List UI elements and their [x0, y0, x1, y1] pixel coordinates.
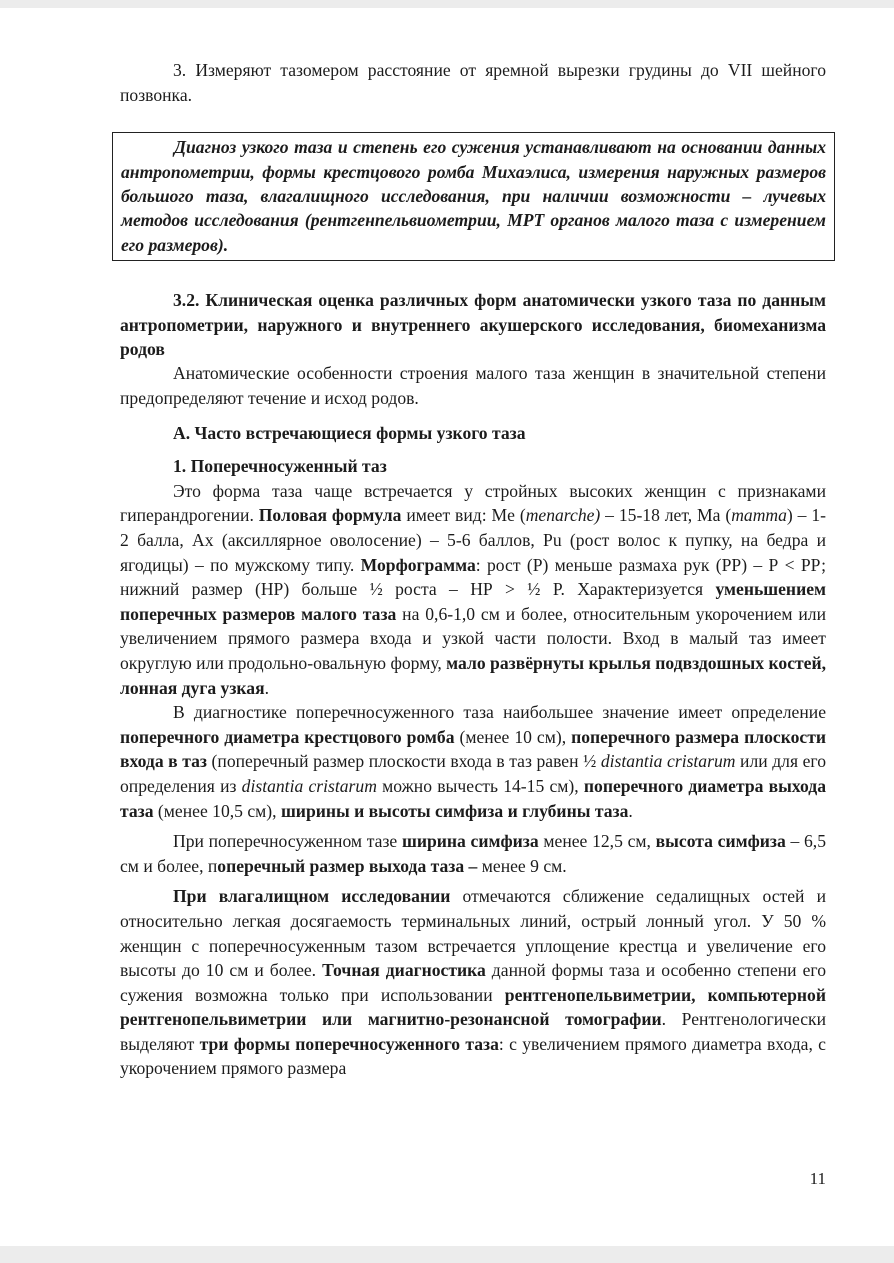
subheading-1: 1. Поперечносуженный таз	[173, 456, 387, 477]
diagnosis-callout-box	[112, 132, 835, 261]
description-paragraph: Это форма таза чаще встречается у стройных высоких женщин с признаками гиперандрогении. Половая формула имеет вид: Me (menarche) – 15-18 лет, Ma (mamma) – 1-2 балла, Ax (аксиллярное оволосение) – 5-6 баллов, Pu (рост волос к пупку, на бедра и ягодицы) – по мужскому типу. Морфограмма: рост (Р) меньше размаха рук (РР) – Р < РР; нижний размер (НР) больше ½ роста – НР > ½ Р. Характеризуется уменьшением поперечных размеров малого таза на 0,6-1,0 см и более, относительным укорочением или увеличением прямого размера входа и узкой части полости. Вход в малый таз имеет округлую или продольно-овальную форму, мало развёрнуты крылья подвздошных костей, лонная дуга узкая.	[120, 480, 827, 698]
paragraph-item-3: 3. Измеряют тазомером расстояние от яремной вырезки грудины до VII шейного позвонка.	[120, 60, 826, 105]
subheading-a: А. Часто встречающиеся формы узкого таза	[173, 422, 526, 443]
scan-edge-bottom	[0, 1246, 894, 1263]
diagnostics-paragraph: В диагностике поперечносуженного таза наибольшее значение имеет определение поперечного диаметра крестцового ромба (менее 10 см), поперечного размера плоскости входа в таз (поперечный размер плоскости входа в таз равен ½ distantia cristarum или для его определения из distantia cristarum можно вычесть 14-15 см), поперечного диаметра выхода таза (менее 10,5 см), ширины и высоты симфиза и глубины таза.	[120, 702, 827, 821]
intro-paragraph: Анатомические особенности строения малого таза женщин в значительной степени предопределяют течение и исход родов.	[120, 363, 826, 409]
scan-edge-top	[0, 0, 894, 8]
document-page	[120, 58, 826, 1081]
callout-text: Диагноз узкого таза и степень его сужения устанавливают на основании данных антропометрии, формы крестцового ромба Михаэлиса, измерения наружных размеров большого таза, влагалищного исследования, при наличии возможности – лучевых методов исследования (рентгенпельвиометрии, МРТ органов малого таза с измерением его размеров).	[121, 137, 826, 255]
symphysis-paragraph: При поперечносуженном тазе ширина симфиза менее 12,5 см, высота симфиза – 6,5 см и более, поперечный размер выхода таза – менее 9 см.	[120, 831, 826, 876]
vaginal-exam-paragraph: При влагалищном исследовании отмечаются сближение седалищных остей и относительно легкая досягаемость терминальных линий, острый лонный угол. У 50 % женщин с поперечносуженным тазом встречается уплощение крестца и увеличение его высоты до 10 см и более. Точная диагностика данной формы таза и особенно степени его сужения возможна только при использовании рентгенопельвиметрии, компьютерной рентгенопельвиметрии или магнитно-резонансной томографии. Рентгенологически выделяют три формы поперечносуженного таза: с увеличением прямого диаметра входа, с укорочением прямого размера	[120, 886, 826, 1079]
page-number: 11	[809, 1169, 826, 1188]
section-heading: 3.2. Клиническая оценка различных форм анатомически узкого таза по данным антропометрии, наружного и внутреннего акушерского исследования, биомеханизма родов	[120, 290, 826, 360]
